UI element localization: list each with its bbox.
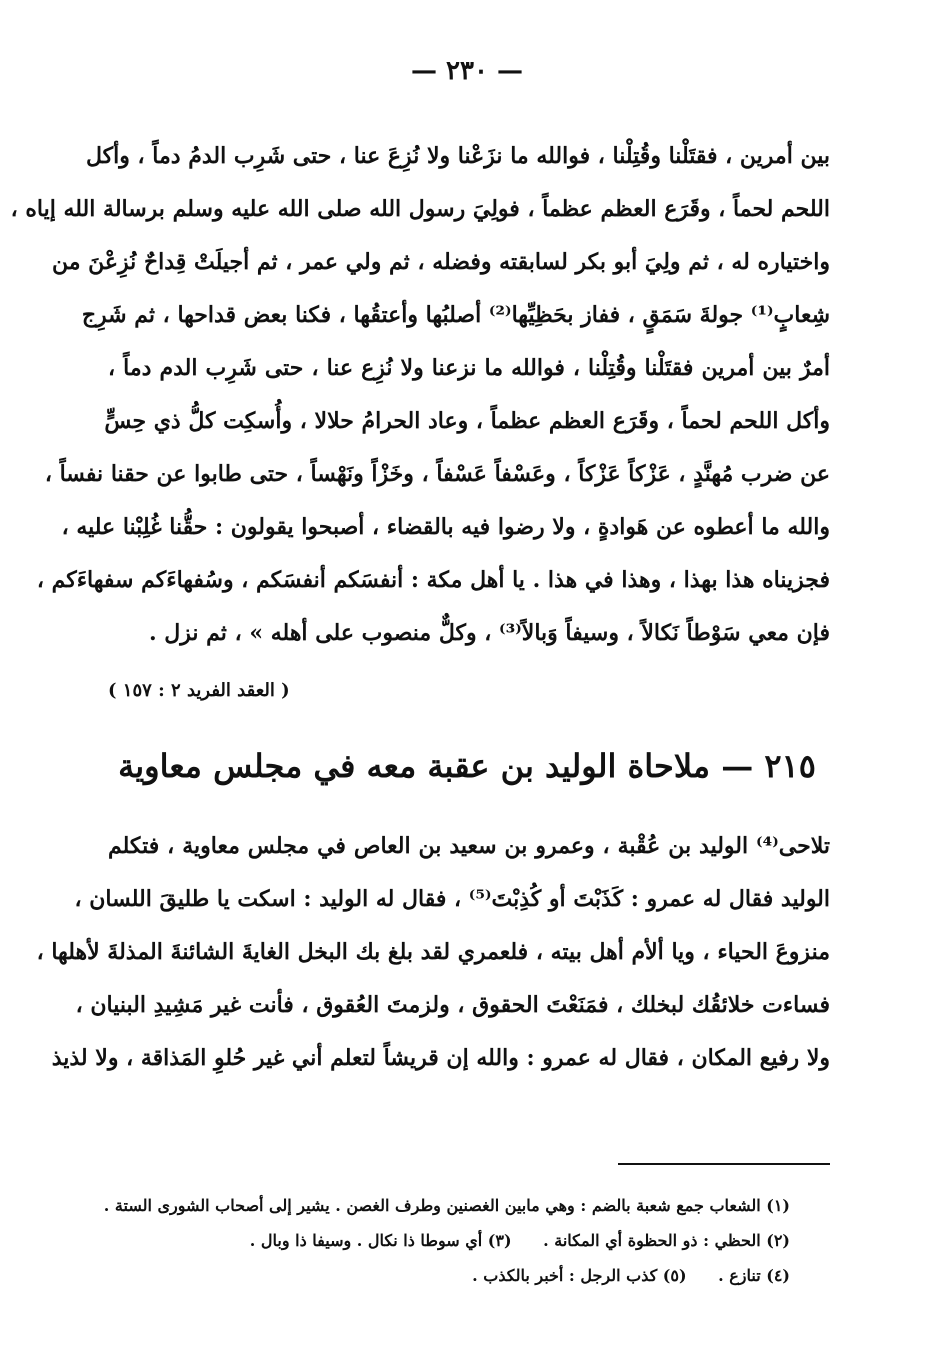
footnotes [103,1188,790,1293]
text-line: ولا رفيع المكان ، فقال له عمرو : والله إن قريشاً لتعلم أني غير حُلوِ المَذاقة ، ولا لذيذ [51,1045,830,1071]
footnote-5: (٥) كذب الرجل : أخبر بالكذب . [472,1266,687,1285]
text-line: فساءت خلائقُك لبخلك ، فمَنَعْتَ الحقوق ، ولزمتَ العُقوق ، فأنت غير مَشِيدِ البنيان ، [75,992,830,1018]
text-line: شِعابٍ⁽¹⁾ جولةَ سَمَقٍ ، ففاز بحَظِيِّها⁽²⁾ أصلبُها وأعتقُها ، فكنا بعض قداحها ، ثم شَرِج [81,302,830,328]
footnote-4: (٤) تنازع . [718,1266,790,1285]
text-line: منزوعَ الحياء ، ويا ألأم أهل بيته ، فلعمري لقد بلغ بك البخل الغايةَ الشائنةَ المذلةَ لأهلها ، [36,939,830,965]
text-line: اللحم لحماً ، وقَرَع العظم عظماً ، فولِيَ رسول الله صلى الله عليه وسلم برسالة الله إياه ، [10,196,830,222]
footnote-line [108,1258,790,1293]
text-line: واختياره له ، ثم ولِيَ أبو بكر لسابقته وفضله ، ثم ولي عمر ، ثم أجيلَتْ قِداحٌ نُزِعْنَ من [51,249,830,275]
section-heading: ٢١٥ — ملاحاة الوليد بن عقبة معه في مجلس معاوية [118,747,816,785]
paragraph-dispute [36,820,830,1085]
text-line: بين أمرين ، فقتَلْنا وقُتِلْنا ، فوالله ما نزَعْنا ولا نُزِعَ عنا ، حتى شَرِب الدمُ دماً ، وأكل [85,143,830,169]
footnote-line [103,1188,790,1223]
source-citation: ( العقد الفريد ٢ : ١٥٧ ) [108,680,290,701]
footnote-3: (٣) أي سوطا ذا نكال . وسيفا ذا وبال . [249,1231,512,1250]
footnote-2: (٢) الحظي : ذو الحظوة أي المكانة . [543,1231,790,1250]
text-line: وأكل اللحم لحماً ، وقَرَع العظم عظماً ، وعاد الحرامُ حلالا ، وأُسكِت كلُّ ذي حِسٍّ [104,408,830,434]
text-line: والله ما أعطوه عن هَوادةٍ ، ولا رضوا فيه بالقضاء ، أصبحوا يقولون : حقُّنا غُلِبْنا عليه ، [61,514,830,540]
footnote-1: (١) الشعاب جمع شعبة بالضم : وهي مابين الغصنين وطرف الغصن . يشير إلى أصحاب الشورى الستة . [103,1196,790,1215]
text-line: عن ضرب مُهنَّدٍ ، عَزْكاً عَزْكاً ، وعَسْفاً عَسْفاً ، وخَزْاً ونَهْساً ، حتى طابوا عن حقنا نفساً ، [44,461,830,487]
page-number: — ٢٣٠ — [410,56,524,86]
text-line: فإن معي سَوْطاً نَكالاً ، وسيفاً وَبالاً⁽³⁾ ، وكلٌّ منصوب على أهله » ، ثم نزل . [148,620,830,646]
text-line: الوليد فقال له عمرو : كَذَبْتَ أو كُذِبْتَ⁽⁵⁾ ، فقال له الوليد : اسكت يا طليقَ اللسان ، [74,886,830,912]
text-line: فجزيناه هذا بهذا ، وهذا في هذا . يا أهل مكة : أنفسَكم أنفسَكم ، وسُفهاءَكم سفهاءَكم ، [36,567,830,593]
footnote-line [108,1223,790,1258]
paragraph-speech [10,130,830,660]
text-line: أمرٌ بين أمرين فقتَلْنا وقُتِلْنا ، فوالله ما نزعنا ولا نُزِع عنا ، حتى شَرِب الدم دماً ، [108,355,830,381]
text-line: تلاحى⁽⁴⁾ الوليد بن عُقْبة ، وعمرو بن سعيد بن العاص في مجلس معاوية ، فتكلم [108,833,830,859]
footnote-divider [618,1163,830,1165]
